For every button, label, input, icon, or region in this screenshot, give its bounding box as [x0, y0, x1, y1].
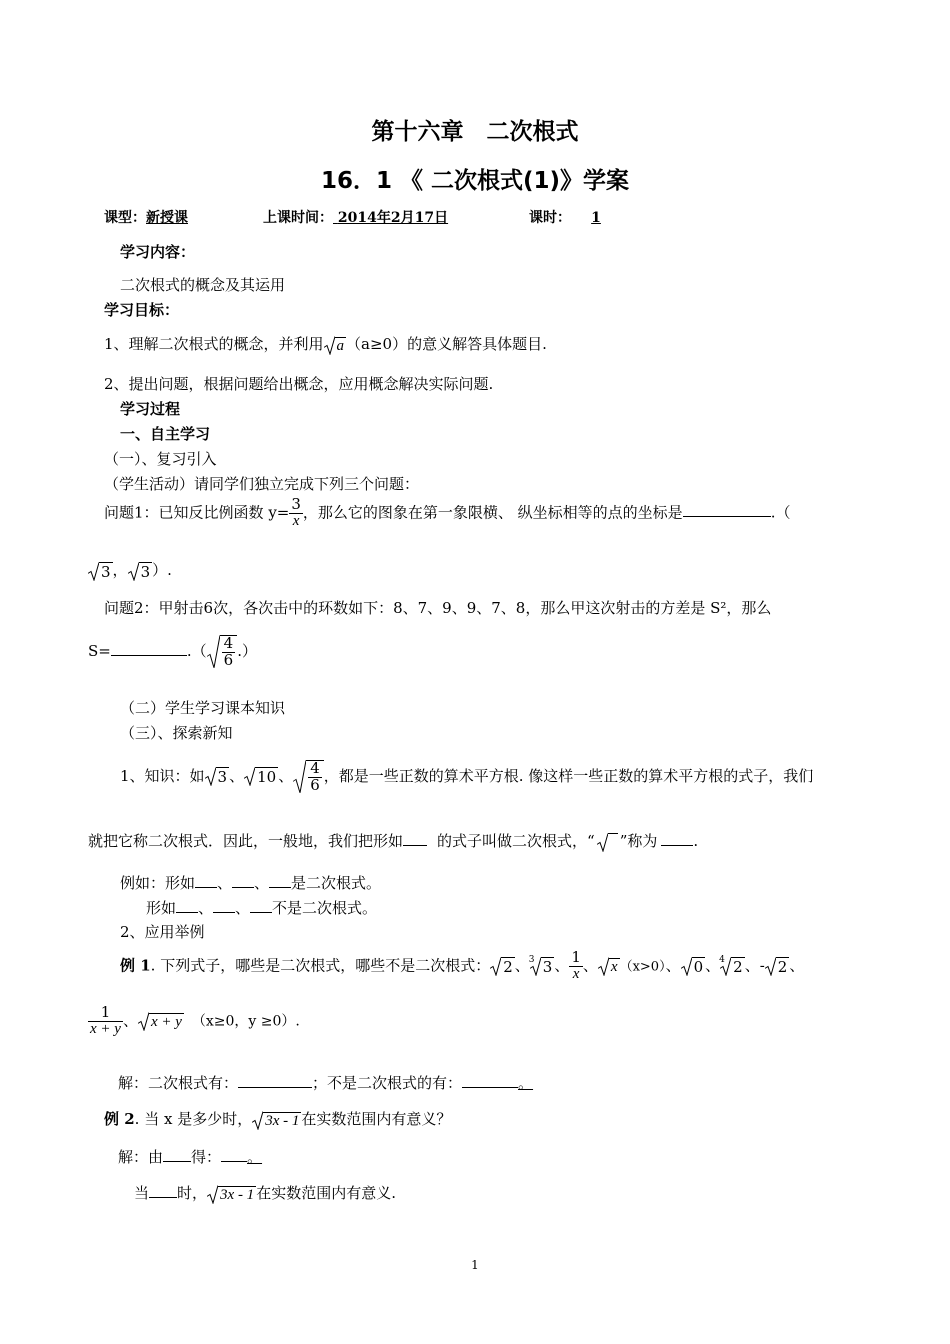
sqrt-10: 10: [244, 767, 278, 786]
sqrt-0: 0: [681, 957, 706, 976]
examples-not-radicals: 形如 、 、 不是二次根式。: [146, 899, 378, 917]
page-number: 1: [471, 1258, 479, 1272]
type-label: 课型：: [104, 210, 146, 226]
knowledge-1-line-2: 就把它称二次根式．因此，一般地，我们把形如 的式子叫做二次根式，“ ”称为 .: [88, 832, 699, 850]
example-1-solution: 解：二次根式有： ；不是二次根式的有： 。: [118, 1074, 534, 1092]
example-blank[interactable]: [195, 887, 217, 888]
process-heading: 学习过程: [120, 400, 181, 418]
sqrt-4-over-6: $\frac{4}{6}$: [207, 635, 238, 669]
radical-answer-blank[interactable]: [238, 1087, 312, 1088]
example-2: 例 2. 当 x 是多少时， 3x - 1 在实数范围内有意义？: [104, 1110, 452, 1129]
sqrt-3: 3: [88, 562, 113, 581]
result-blank[interactable]: [221, 1161, 247, 1162]
fraction-1-over-x-plus-y: $\frac{1}{x + y}$: [90, 1003, 121, 1037]
sqrt-4-over-6: $\frac{4}{6}$: [293, 760, 324, 794]
example-blank[interactable]: [213, 912, 235, 913]
sqrt-3: 3: [205, 767, 230, 786]
example-1: 例 1. 下列式子，哪些是二次根式，哪些不是二次根式： 2 、 3 3 、 $\frac{1}{x}$ 、 x （x>0）、 0 、 4 2 、- 2 、: [120, 948, 805, 982]
goal-1: 1、理解二次根式的概念，并利用 a （a≥0）的意义解答具体题目.: [104, 335, 547, 354]
sqrt-a: a: [324, 336, 347, 355]
cube-root-3: 3 3: [528, 954, 553, 976]
period-label: 课时：: [529, 210, 571, 226]
goals-heading: 学习目标：: [104, 301, 180, 319]
fraction-3-over-x: $\frac{3}{x}$: [291, 495, 301, 529]
when-blank[interactable]: [149, 1197, 177, 1198]
answer-blank-q2[interactable]: [111, 655, 187, 656]
student-activity: （学生活动）请同学们独立完成下列三个问题：: [104, 475, 420, 493]
example-blank[interactable]: [269, 887, 291, 888]
subsection-explore: （三）、探索新知: [120, 724, 233, 742]
answer-blank-q1[interactable]: [683, 516, 771, 517]
example-blank[interactable]: [250, 912, 272, 913]
question-1: 问题1：已知反比例函数 y= $\frac{3}{x}$ ，那么它的图象在第一象限横、 纵坐标相等的点的坐标是 .（: [104, 495, 791, 529]
application-heading: 2、应用举例: [120, 923, 205, 941]
lesson-title: 16．1 《 二次根式(1)》学案: [320, 168, 630, 194]
content-heading: 学习内容：: [120, 243, 196, 261]
fourth-root-2: 4 2: [719, 954, 743, 976]
form-blank[interactable]: [403, 845, 427, 846]
subsection-textbook: （二）学生学习课本知识: [120, 699, 286, 717]
section-1-heading: 一、自主学习: [120, 425, 211, 443]
example-2-conclusion: 当 时， 3x - 1 在实数范围内有意义.: [134, 1184, 396, 1203]
radical-sign: [597, 833, 618, 852]
type-value: 新授课: [146, 210, 188, 226]
example-1-label: 例 1: [120, 956, 151, 975]
knowledge-1: 1、知识：如 3 、 10 、 $\frac{4}{6}$ ，都是一些正数的算术平方根. 像这样一些正数的算术平方根的式子，我们: [120, 759, 814, 794]
content-text: 二次根式的概念及其运用: [120, 276, 286, 294]
time-value: 2014年2月17日: [337, 210, 449, 226]
period-value: 1: [591, 210, 601, 226]
sqrt-3: 3: [128, 562, 153, 581]
sqrt-2: 2: [490, 957, 515, 976]
non-radical-answer-blank[interactable]: [462, 1087, 518, 1088]
sqrt-3x-minus-1: 3x - 1: [252, 1111, 301, 1130]
lesson-info-row: [104, 207, 621, 227]
subsection-review: （一）、复习引入: [104, 450, 217, 468]
fraction-1-over-x: $\frac{1}{x}$: [571, 948, 581, 982]
example-1-line-2: $\frac{1}{x + y}$ 、 x + y （x≥0，y ≥0）.: [90, 1003, 300, 1037]
example-blank[interactable]: [232, 887, 254, 888]
neg-sqrt-2: 2: [765, 957, 790, 976]
condition-blank[interactable]: [163, 1161, 191, 1162]
sqrt-x-plus-y: x + y: [138, 1012, 184, 1031]
example-2-solution: 解：由 得： 。: [118, 1148, 263, 1166]
chapter-title: 第十六章 二次根式: [371, 119, 579, 145]
question-1-answer: 3 ， 3 ）.: [88, 559, 172, 581]
example-2-label: 例 2: [104, 1110, 135, 1128]
examples-are-radicals: 例如：形如 、 、 是二次根式。: [120, 874, 382, 892]
example-blank[interactable]: [176, 912, 198, 913]
sqrt-x: x: [598, 957, 620, 976]
question-2-answer: S= .（ $\frac{4}{6}$ .）: [88, 634, 257, 669]
goal-2: 2、提出问题，根据问题给出概念，应用概念解决实际问题.: [104, 375, 494, 393]
sqrt-3x-minus-1: 3x - 1: [207, 1185, 256, 1204]
time-label: 上课时间：: [263, 210, 333, 226]
name-blank[interactable]: [661, 845, 693, 846]
question-2: 问题2：甲射击6次，各次击中的环数如下：8、7、9、9、7、8，那么甲这次射击的方差是 S²，那么: [104, 599, 772, 617]
